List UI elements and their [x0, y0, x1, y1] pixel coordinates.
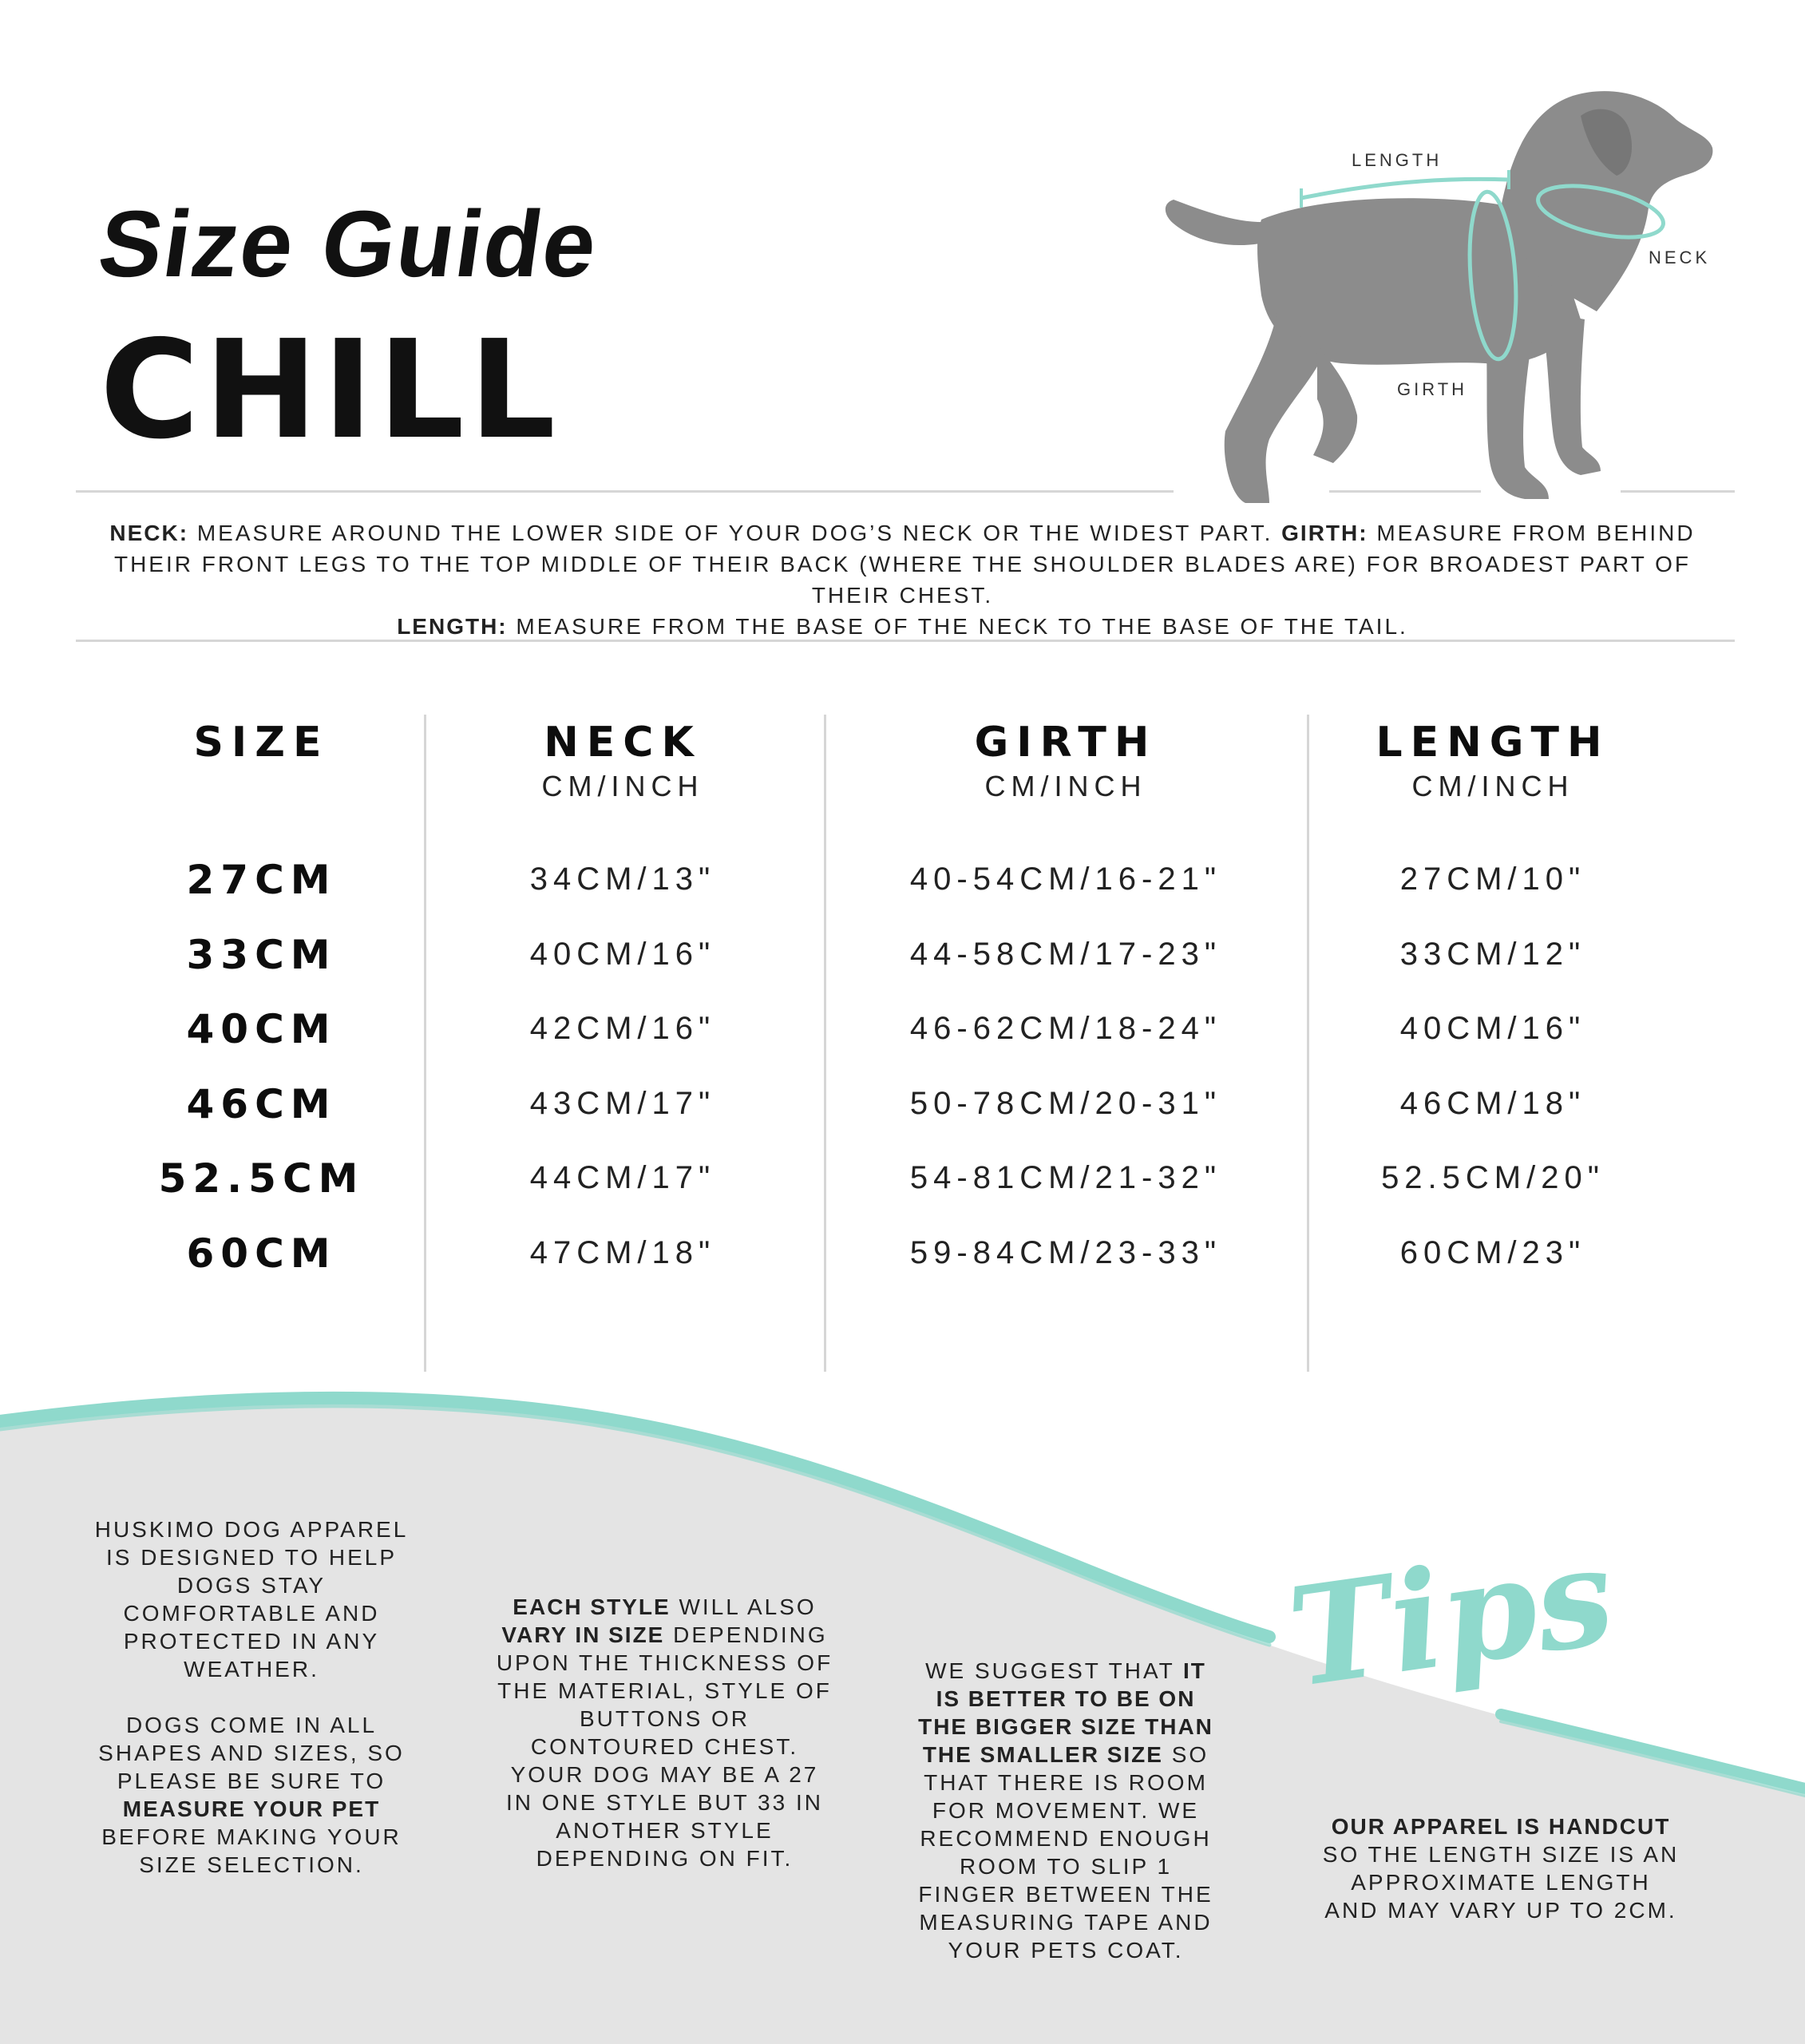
size-cell: 60CM: [186, 1230, 337, 1277]
tip-text: HUSKIMO DOG APPAREL IS DESIGNED TO HELP DOGS STAY COMFORTABLE AND PROTECTED IN ANY WEATHER.: [94, 1517, 409, 1682]
girth-cell: 50-78CM/20-31": [909, 1085, 1222, 1121]
neck-cell: 43CM/17": [529, 1085, 716, 1121]
tip-column-1: [80, 1515, 423, 1879]
table-divider-1: [424, 715, 426, 1372]
column-header-unit: CM/INCH: [1411, 770, 1574, 802]
length-cell: 27CM/10": [1399, 862, 1586, 897]
column-header-neck: [463, 719, 782, 803]
column-header-title: NECK: [544, 719, 702, 766]
length-cell: 52.5CM/20": [1381, 1160, 1605, 1195]
girth-label: GIRTH: [1397, 379, 1468, 399]
neck-instruction-text: MEASURE AROUND THE LOWER SIDE OF YOUR DOG’S NECK OR THE WIDEST PART.: [196, 521, 1273, 545]
table-divider-2: [824, 715, 826, 1372]
column-header-length: [1329, 719, 1657, 803]
table-divider-3: [1307, 715, 1309, 1372]
girth-cell: 46-62CM/18-24": [909, 1011, 1222, 1046]
neck-instruction-label: NECK:: [109, 521, 189, 545]
length-instruction-label: LENGTH:: [397, 614, 508, 639]
column-header-girth: [866, 719, 1265, 803]
column-header-title: SIZE: [193, 719, 330, 766]
top-divider: [76, 490, 1174, 493]
neck-cell: 42CM/16": [529, 1011, 716, 1046]
girth-cell: 40-54CM/16-21": [909, 862, 1222, 897]
tip-text-vary: EACH STYLE WILL ALSO VARY IN SIZE DEPENDING UPON THE THICKNESS OF THE MATERIAL, STYLE OF BUTTONS OR CONTOURED CHEST. YOUR DOG MAY BE A 27 IN ONE STYLE BUT 33 IN ANOTHER STYLE DEPENDING ON FIT.: [496, 1594, 833, 1871]
column-header-title: GIRTH: [974, 719, 1158, 766]
size-cell: 40CM: [186, 1006, 337, 1052]
size-cell: 52.5CM: [158, 1155, 365, 1202]
neck-label: NECK: [1649, 248, 1711, 267]
girth-cell: 54-81CM/21-32": [909, 1160, 1222, 1195]
dog-measurement-diagram: [1150, 80, 1732, 515]
tip-text-handcut: OUR APPAREL IS HANDCUT SO THE LENGTH SIZE IS AN APPROXIMATE LENGTH AND MAY VARY UP TO 2CM.: [1322, 1814, 1680, 1923]
size-cell: 33CM: [186, 931, 337, 978]
top-divider-far-right: [1621, 490, 1735, 493]
size-cell: 46CM: [186, 1080, 337, 1127]
length-cell: 46CM/18": [1399, 1085, 1586, 1121]
length-label: LENGTH: [1352, 150, 1443, 170]
column-header-unit: CM/INCH: [984, 770, 1147, 802]
size-cell: 27CM: [186, 857, 337, 903]
size-guide-script-title: Size Guide: [92, 192, 605, 297]
neck-cell: 47CM/18": [529, 1234, 716, 1270]
tip-column-2: [495, 1593, 834, 1872]
top-divider-right: [1329, 490, 1481, 493]
neck-cell: 34CM/13": [529, 862, 716, 897]
neck-cell: 44CM/17": [529, 1160, 716, 1195]
girth-cell: 59-84CM/23-33": [909, 1234, 1222, 1270]
column-header-size: [104, 719, 419, 766]
tips-heading: Tips: [1280, 1515, 1623, 1719]
measurement-instructions: [96, 517, 1709, 642]
girth-cell: 44-58CM/17-23": [909, 936, 1222, 972]
girth-instruction-label: GIRTH:: [1281, 521, 1368, 545]
tip-text-bigger: WE SUGGEST THAT IT IS BETTER TO BE ON THE BIGGER SIZE THAN THE SMALLER SIZE SO THAT THERE IS ROOM FOR MOVEMENT. WE RECOMMEND ENOUGH ROOM TO SLIP 1 FINGER BETWEEN THE MEASURING TAPE AND YOUR PETS COAT.: [918, 1658, 1213, 1963]
neck-cell: 40CM/16": [529, 936, 716, 972]
girth-instruction-text: MEASURE FROM BEHIND THEIR FRONT LEGS TO THE TOP MIDDLE OF THEIR BACK (WHERE THE SHOULDER BLADES ARE) FOR BROADEST PART OF THEIR CHEST.: [113, 521, 1696, 608]
length-cell: 40CM/16": [1399, 1011, 1586, 1046]
length-instruction-text: MEASURE FROM THE BASE OF THE NECK TO THE BASE OF THE TAIL.: [516, 614, 1408, 639]
length-cell: 33CM/12": [1399, 936, 1586, 972]
column-header-unit: CM/INCH: [541, 770, 704, 802]
tip-text-measure: DOGS COME IN ALL SHAPES AND SIZES, SO PLEASE BE SURE TO MEASURE YOUR PET BEFORE MAKING YOUR SIZE SELECTION.: [98, 1713, 405, 1877]
length-cell: 60CM/23": [1399, 1234, 1586, 1270]
column-header-title: LENGTH: [1376, 719, 1610, 766]
product-title: CHILL: [100, 311, 560, 469]
tip-column-4: [1321, 1812, 1680, 1924]
tip-column-3: [910, 1657, 1221, 1964]
